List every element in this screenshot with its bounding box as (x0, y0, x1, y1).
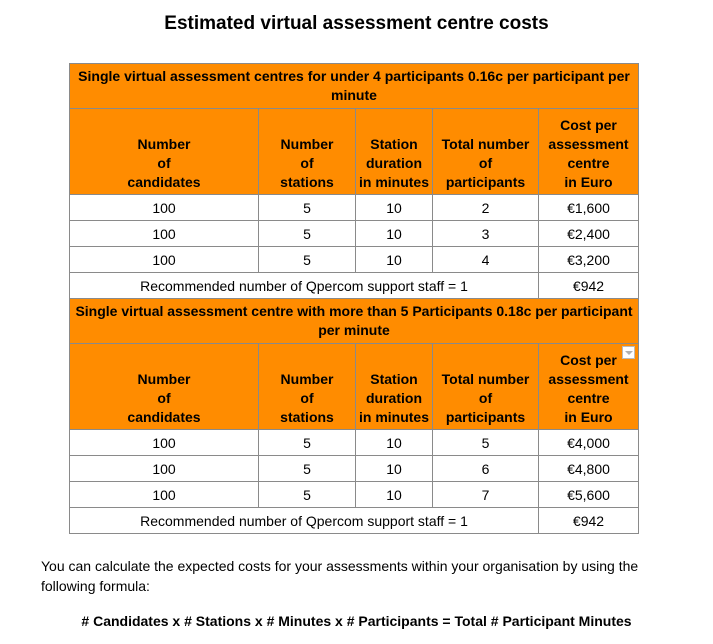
cost-table (69, 63, 639, 534)
cell-participants: 3 (433, 221, 539, 247)
cell-participants: 7 (433, 482, 539, 508)
cell-duration: 10 (356, 247, 433, 273)
support-staff-label: Recommended number of Qpercom support staff = 1 (70, 508, 539, 534)
cell-stations: 5 (259, 430, 356, 456)
support-staff-cost: €942 (539, 273, 639, 299)
cell-participants: 2 (433, 195, 539, 221)
cell-cost: €2,400 (539, 221, 639, 247)
filter-dropdown-icon[interactable] (622, 346, 635, 359)
cell-participants: 4 (433, 247, 539, 273)
cell-cost: €4,800 (539, 456, 639, 482)
table-row (70, 456, 639, 482)
cell-stations: 5 (259, 221, 356, 247)
cell-cost: €3,200 (539, 247, 639, 273)
col-header-duration: Station duration in minutes (356, 344, 433, 430)
support-staff-cost: €942 (539, 508, 639, 534)
col-header-cost: Cost per assessment centre in Euro (539, 109, 639, 195)
table-row (70, 482, 639, 508)
cell-stations: 5 (259, 195, 356, 221)
cell-participants: 5 (433, 430, 539, 456)
cell-stations: 5 (259, 456, 356, 482)
col-header-participants: Total number of participants (433, 109, 539, 195)
cell-candidates: 100 (70, 247, 259, 273)
table-row (70, 430, 639, 456)
table-row (70, 195, 639, 221)
cell-candidates: 100 (70, 482, 259, 508)
cell-candidates: 100 (70, 430, 259, 456)
cost-formula: # Candidates x # Stations x # Minutes x # Participants = Total # Participant Minutes (81, 613, 632, 629)
col-header-stations: Number of stations (259, 344, 356, 430)
table-row (70, 247, 639, 273)
col-header-candidates: Number of candidates (70, 109, 259, 195)
cell-stations: 5 (259, 247, 356, 273)
formula-description: You can calculate the expected costs for your assessments within your organisation by using the following formula: (41, 558, 639, 594)
footer-row (70, 508, 639, 534)
cell-participants: 6 (433, 456, 539, 482)
cell-duration: 10 (356, 221, 433, 247)
col-header-duration: Station duration in minutes (356, 109, 433, 195)
cell-cost: €1,600 (539, 195, 639, 221)
col-header-candidates: Number of candidates (70, 344, 259, 430)
cell-duration: 10 (356, 195, 433, 221)
cell-cost: €5,600 (539, 482, 639, 508)
page-title: Estimated virtual assessment centre costs (164, 13, 549, 34)
col-header-participants: Total number of participants (433, 344, 539, 430)
cell-duration: 10 (356, 456, 433, 482)
support-staff-label: Recommended number of Qpercom support staff = 1 (70, 273, 539, 299)
footer-row (70, 273, 639, 299)
col-header-stations: Number of stations (259, 109, 356, 195)
section-1-heading: Single virtual assessment centres for under 4 participants 0.16c per participant per minute (70, 64, 639, 109)
col-header-cost: Cost per assessment centre in Euro (539, 344, 639, 430)
cell-cost: €4,000 (539, 430, 639, 456)
cell-candidates: 100 (70, 195, 259, 221)
cell-duration: 10 (356, 482, 433, 508)
cell-candidates: 100 (70, 456, 259, 482)
cell-stations: 5 (259, 482, 356, 508)
cell-duration: 10 (356, 430, 433, 456)
cell-candidates: 100 (70, 221, 259, 247)
table-row (70, 221, 639, 247)
section-2-heading: Single virtual assessment centre with more than 5 Participants 0.18c per participant per minute (70, 299, 639, 344)
